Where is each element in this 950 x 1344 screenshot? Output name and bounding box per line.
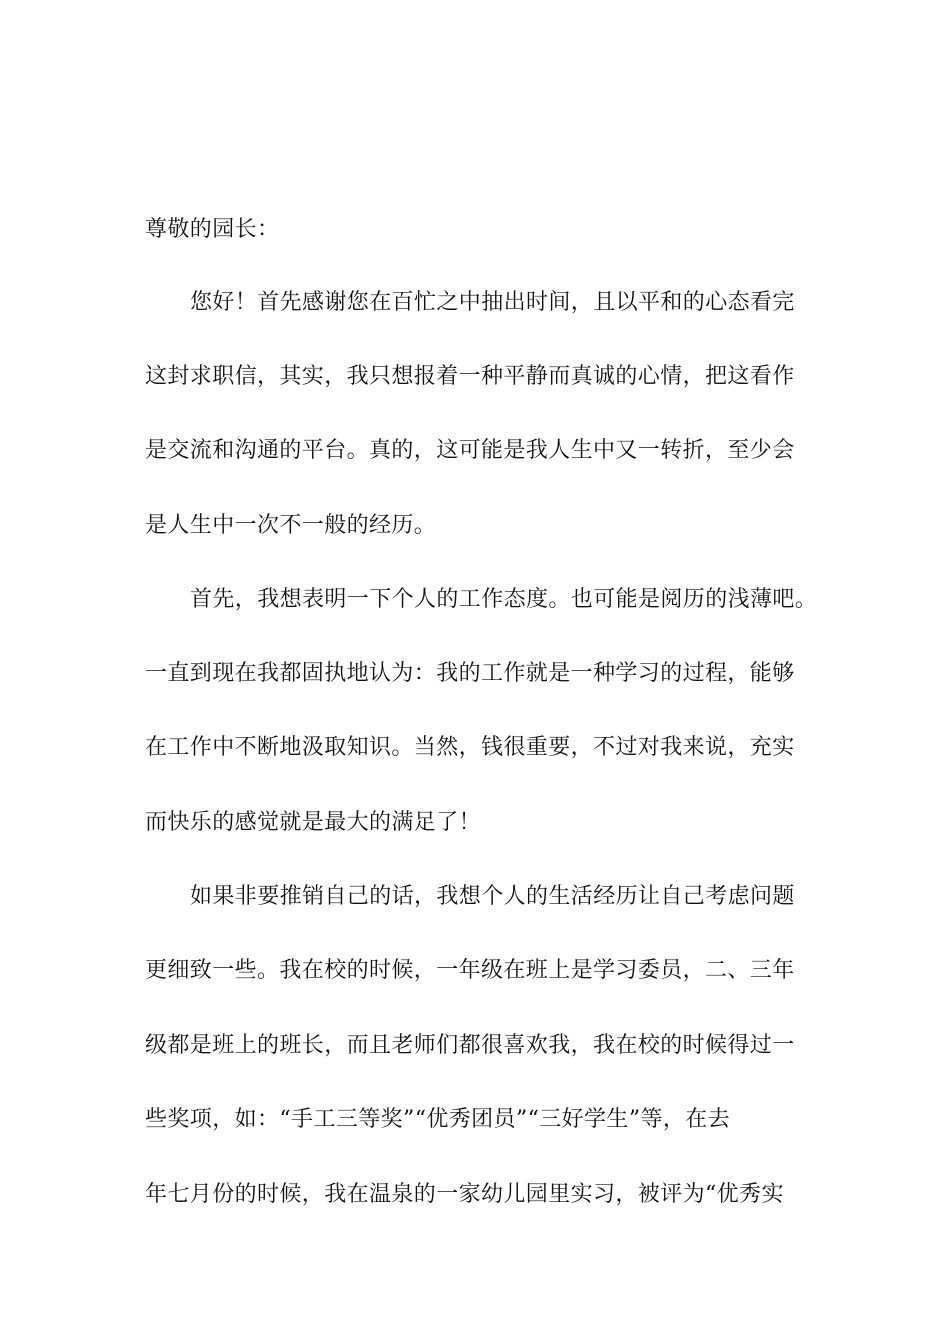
salutation: 尊敬的园长：: [145, 217, 280, 242]
paragraph-1-line-1: 您好！首先感谢您在百忙之中抽出时间，且以平和的心态看完: [190, 290, 795, 315]
paragraph-3-line-3: 级都是班上的班长，而且老师们都很喜欢我，我在校的时候得过一: [145, 1033, 795, 1058]
paragraph-1-line-2: 这封求职信，其实，我只想报着一种平静而真诚的心情，把这看作: [145, 364, 795, 389]
paragraph-1-line-4: 是人生中一次不一般的经历。: [145, 513, 437, 538]
paragraph-3-line-4: 些奖项，如：“手工三等奖”“优秀团员”“三好学生”等，在去: [145, 1107, 731, 1132]
paragraph-3-line-5: 年七月份的时候，我在温泉的一家幼儿园里实习，被评为“优秀实: [145, 1182, 784, 1207]
paragraph-2-line-2: 一直到现在我都固执地认为：我的工作就是一种学习的过程，能够: [145, 661, 795, 686]
paragraph-3-line-1: 如果非要推销自己的话，我想个人的生活经历让自己考虑问题: [190, 884, 795, 909]
paragraph-2-line-3: 在工作中不断地汲取知识。当然，钱很重要，不过对我来说，充实: [145, 735, 795, 760]
paragraph-1-line-3: 是交流和沟通的平台。真的，这可能是我人生中又一转折，至少会: [145, 438, 795, 463]
paragraph-2-line-1: 首先，我想表明一下个人的工作态度。也可能是阅历的浅薄吧。: [190, 587, 818, 612]
paragraph-2-line-4: 而快乐的感觉就是最大的满足了！: [145, 810, 482, 835]
paragraph-3-line-2: 更细致一些。我在校的时候，一年级在班上是学习委员，二、三年: [145, 958, 795, 983]
